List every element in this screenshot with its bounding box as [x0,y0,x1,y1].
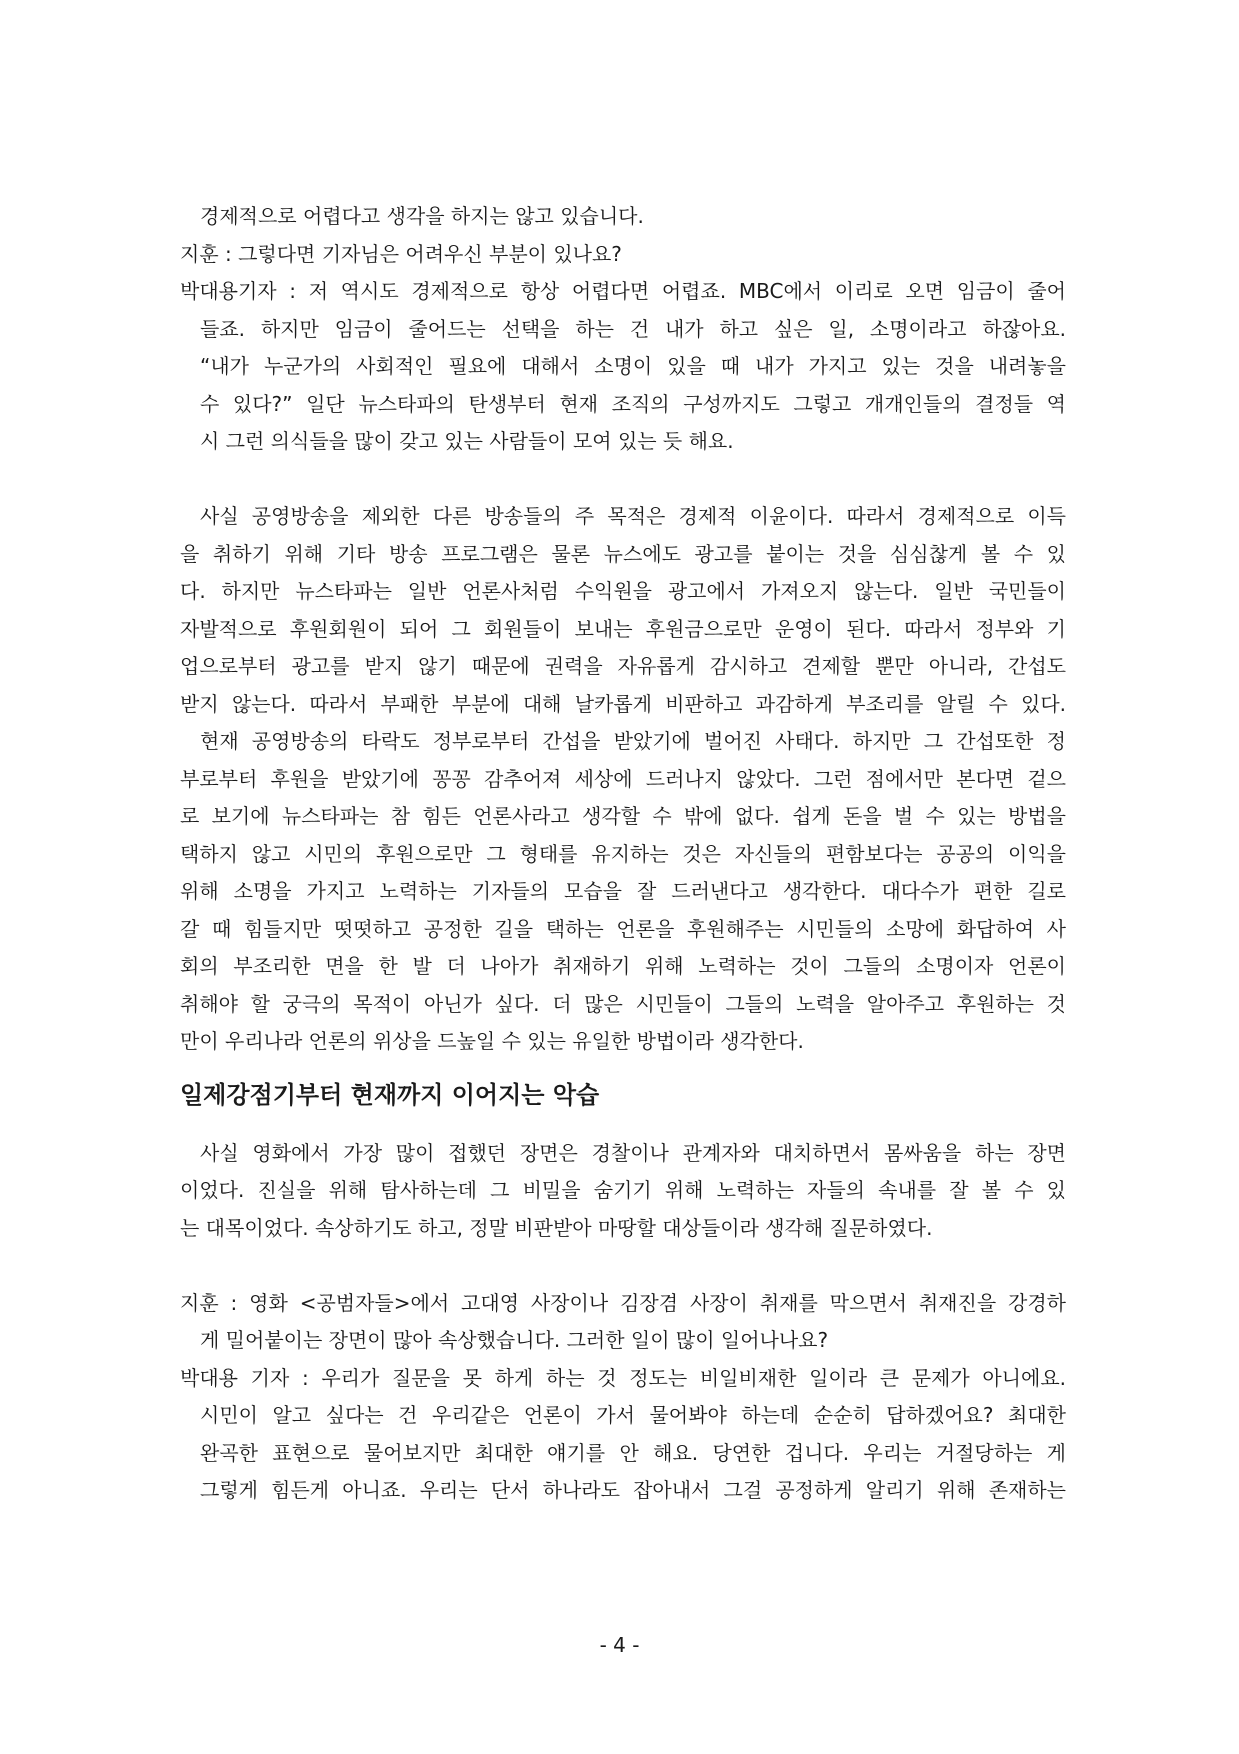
text-line: 수 있다?” 일단 뉴스타파의 탄생부터 현재 조직의 구성까지도 그렇고 개개인들의 결정들 역 [200,391,1066,416]
text-line: 게 밀어붙이는 장면이 많아 속상했습니다. 그러한 일이 많이 일어나나요? [200,1328,829,1352]
document-body [180,198,1066,1510]
paragraph-gap [180,461,1066,499]
text-line: 로 보기에 뉴스타파는 참 힘든 언론사라고 생각할 수 밖에 없다. 쉽게 돈을 벌 수 있는 방법을 [180,804,1066,828]
text-line: 업으로부터 광고를 받지 않기 때문에 권력을 자유롭게 감시하고 견제할 뿐만 아니라, 간섭도 [180,654,1066,678]
text-line: 시 그런 의식들을 많이 갖고 있는 사람들이 모여 있는 듯 해요. [200,429,734,453]
text-line: 이었다. 진실을 위해 탐사하는데 그 비밀을 숨기기 위해 노력하는 자들의 속내를 잘 볼 수 있 [180,1178,1066,1202]
text-line: 택하지 않고 시민의 후원으로만 그 형태를 유지하는 것은 자신들의 편함보다는 공공의 이익을 [180,841,1066,866]
text-line: 취해야 할 궁극의 목적이 아닌가 싶다. 더 많은 시민들이 그들의 노력을 알아주고 후원하는 것 [180,991,1066,1016]
text-line: “내가 누군가의 사회적인 필요에 대해서 소명이 있을 때 내가 가지고 있는 것을 내려놓을 [200,354,1066,378]
text-line: 경제적으로 어렵다고 생각을 하지는 않고 있습니다. [200,204,644,228]
text-line: 박대용 기자 : 우리가 질문을 못 하게 하는 것 정도는 비일비재한 일이라 큰 문제가 아니에요. [180,1365,1066,1390]
text-line: 을 취하기 위해 기타 방송 프로그램은 물론 뉴스에도 광고를 붙이는 것을 심심찮게 볼 수 있 [180,541,1066,566]
text-line: 지훈 : 영화 <공범자들>에서 고대영 사장이나 김장겸 사장이 취재를 막으면서 취재진을 강경하 [180,1290,1066,1315]
interview-block-1 [180,198,1066,461]
text-line: 갈 때 힘들지만 떳떳하고 공정한 길을 택하는 언론을 후원해주는 시민들의 소망에 화답하여 사 [180,916,1066,941]
text-line: 시민이 알고 싶다는 건 우리같은 언론이 가서 물어봐야 하는데 순순히 답하겠어요? 최대한 [200,1403,1066,1427]
text-line: 만이 우리나라 언론의 위상을 드높일 수 있는 유일한 방법이라 생각한다. [180,1029,804,1053]
text-line: 받지 않는다. 따라서 부패한 부분에 대해 날카롭게 비판하고 과감하게 부조리를 알릴 수 있다. [180,691,1066,716]
text-line: 그렇게 힘든게 아니죠. 우리는 단서 하나라도 잡아내서 그걸 공정하게 알리기 위해 존재하는 [200,1478,1066,1502]
text-line: 사실 영화에서 가장 많이 접했던 장면은 경찰이나 관계자와 대치하면서 몸싸움을 하는 장면 [200,1140,1066,1165]
essay-paragraph [180,498,1066,1061]
text-line: 들죠. 하지만 임금이 줄어드는 선택을 하는 건 내가 하고 싶은 일, 소명이라고 하잖아요. [200,316,1066,341]
paragraph-gap [180,1247,1066,1285]
text-line: 지훈 : 그렇다면 기자님은 어려우신 부분이 있나요? [180,241,622,266]
intro-paragraph [180,1135,1066,1248]
text-line: 완곡한 표현으로 물어보지만 최대한 얘기를 안 해요. 당연한 겁니다. 우리는 거절당하는 게 [200,1440,1066,1465]
text-line: 자발적으로 후원회원이 되어 그 회원들이 보내는 후원금으로만 운영이 된다. 따라서 정부와 기 [180,616,1066,641]
text-line: 부로부터 후원을 받았기에 꽁꽁 감추어져 세상에 드러나지 않았다. 그런 점에서만 본다면 겉으 [180,766,1066,791]
text-line: 위해 소명을 가지고 노력하는 기자들의 모습을 잘 드러낸다고 생각한다. 대다수가 편한 길로 [180,879,1066,903]
text-line: 다. 하지만 뉴스타파는 일반 언론사처럼 수익원을 광고에서 가져오지 않는다. 일반 국민들이 [180,579,1066,603]
interview-block-2 [180,1285,1066,1510]
text-line: 박대용기자 : 저 역시도 경제적으로 항상 어렵다면 어렵죠. MBC에서 이리로 오면 임금이 줄어 [180,279,1066,303]
page-number: - 4 - [599,1633,640,1657]
text-line: 회의 부조리한 면을 한 발 더 나아가 취재하기 위해 노력하는 것이 그들의 소명이자 언론이 [180,954,1066,978]
section-heading: 일제강점기부터 현재까지 이어지는 악습 [180,1080,600,1109]
text-line: 는 대목이었다. 속상하기도 하고, 정말 비판받아 마땅할 대상들이라 생각해 질문하였다. [180,1215,933,1240]
text-line: 사실 공영방송을 제외한 다른 방송들의 주 목적은 경제적 이윤이다. 따라서 경제적으로 이득 [200,504,1066,528]
text-line: 현재 공영방송의 타락도 정부로부터 간섭을 받았기에 벌어진 사태다. 하지만 그 간섭또한 정 [200,729,1066,753]
